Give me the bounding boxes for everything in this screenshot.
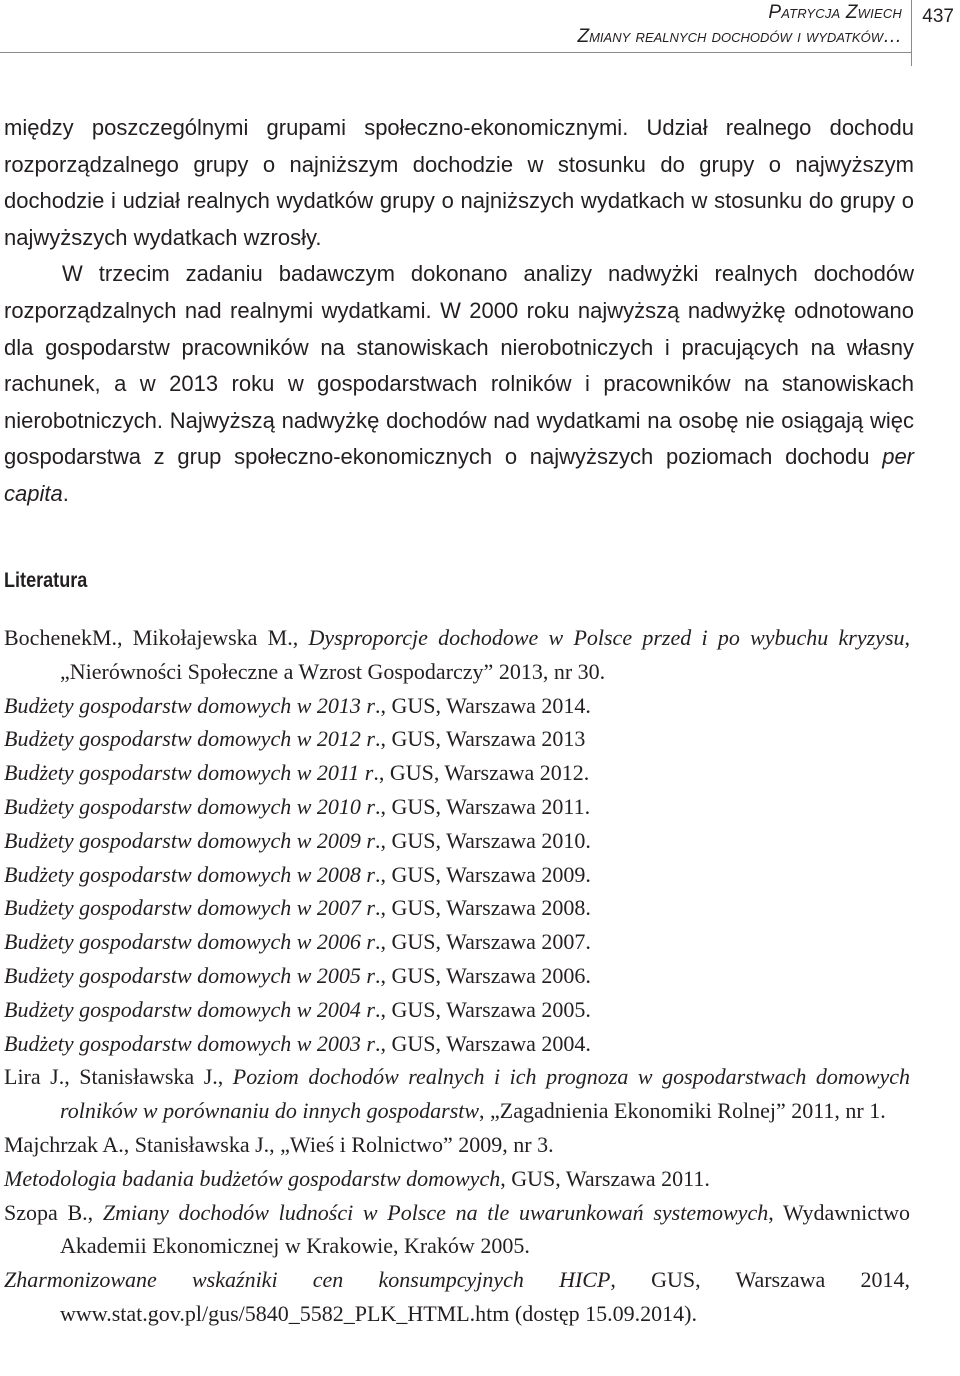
paragraph-1: między poszczególnymi grupami społeczno-ekonomicznymi. Udział realnego dochodu rozporządzalnego grupy o najniższym dochodzie w stosunku do grupy o najwyższym dochodzie i udział realnych wydatków grupy o najniższych wydatkach w stosunku do grupy o najwyższych wydatkach wzrosły.	[4, 115, 914, 250]
ref-details: ., GUS, Warszawa 2014.	[374, 692, 591, 718]
ref-details: , Wydawnictwo Akademii Ekonomicznej w Krakowie, Kraków 2005.	[60, 1199, 910, 1259]
reference-item	[4, 1263, 910, 1331]
literature-heading: Literatura	[4, 569, 88, 592]
ref-title: Zharmonizowane wskaźniki cen konsumpcyjnych HICP	[4, 1267, 611, 1293]
reference-item	[4, 689, 910, 723]
reference-item	[4, 993, 910, 1027]
ref-title: Budżety gospodarstw domowych w 2013 r	[4, 692, 375, 718]
ref-title: Metodologia badania budżetów gospodarstw domowych	[4, 1165, 501, 1191]
ref-details: ., GUS, Warszawa 2013	[374, 726, 586, 752]
ref-title: Budżety gospodarstw domowych w 2004 r	[4, 996, 375, 1022]
ref-details: ., GUS, Warszawa 2006.	[374, 962, 591, 988]
paragraph-2-text: W trzecim zadaniu badawczym dokonano analizy nadwyżki realnych dochodów rozporządzalnych nad realnymi wydatkami. W 2000 roku najwyższą nadwyżkę odnotowano dla gospodarstw pracowników na stanowiskach nierobotniczych i pracujących na własny rachunek, a w 2013 roku w gospodarstwach rolników i pracowników na stanowiskach nierobotniczych. Najwyższą nadwyżkę dochodów nad wydatkami na osobę nie osiągają więc gospodarstwa z grup społeczno-ekonomicznych o najwyższych poziomach dochodu	[4, 261, 914, 470]
ref-title: Dysproporcje dochodowe w Polsce przed i po wybuchu kryzysu	[308, 625, 905, 650]
ref-title: Budżety gospodarstw domowych w 2005 r	[4, 962, 375, 988]
ref-details: ., GUS, Warszawa 2011.	[374, 793, 591, 819]
ref-title: Budżety gospodarstw domowych w 2009 r	[4, 827, 375, 853]
reference-item	[4, 1196, 910, 1264]
paragraph-2-end: .	[62, 480, 69, 506]
reference-item	[4, 1128, 910, 1162]
ref-title: Budżety gospodarstw domowych w 2008 r	[4, 861, 375, 887]
paragraph-2	[4, 256, 914, 512]
reference-item	[4, 959, 910, 993]
ref-title: Budżety gospodarstw domowych w 2011 r	[4, 760, 374, 786]
ref-details: ., GUS, Warszawa 2010.	[374, 827, 591, 853]
reference-item	[4, 891, 910, 925]
reference-list	[4, 621, 910, 1331]
reference-item	[4, 1060, 910, 1128]
ref-title: Budżety gospodarstw domowych w 2003 r	[4, 1030, 375, 1056]
ref-title: Budżety gospodarstw domowych w 2007 r	[4, 895, 375, 921]
ref-details: , GUS, Warszawa 2011.	[500, 1165, 710, 1191]
ref-title: Budżety gospodarstw domowych w 2006 r	[4, 929, 375, 955]
ref-title: Budżety gospodarstw domowych w 2010 r	[4, 793, 375, 819]
ref-details: ., GUS, Warszawa 2012.	[373, 760, 590, 786]
reference-item	[4, 824, 910, 858]
reference-item	[4, 621, 910, 689]
page-number: 437	[922, 6, 954, 27]
running-header	[0, 0, 960, 70]
ref-details: , „Nierówności Społeczne a Wzrost Gospodarczy” 2013, nr 30.	[60, 625, 911, 684]
header-rule-horizontal	[0, 52, 912, 53]
ref-details: ., GUS, Warszawa 2009.	[374, 861, 591, 887]
ref-title: Budżety gospodarstw domowych w 2012 r	[4, 726, 375, 752]
header-author: Patrycja Zwiech	[768, 2, 902, 23]
reference-item	[4, 756, 910, 790]
ref-details: ., GUS, Warszawa 2005.	[374, 996, 591, 1022]
ref-details: , GUS, Warszawa 2014, www.stat.gov.pl/gus/5840_5582_PLK_HTML.htm (dostęp 15.09.2014).	[60, 1267, 910, 1326]
reference-item	[4, 925, 910, 959]
reference-item	[4, 1027, 910, 1061]
ref-authors: BochenekM., Mikołajewska M.,	[4, 625, 309, 650]
ref-title: Zmiany dochodów ludności w Polsce na tle uwarunkowań systemowych	[102, 1199, 769, 1225]
header-title: Zmiany realnych dochodów i wydatków…	[577, 26, 902, 47]
body-text	[4, 110, 914, 513]
ref-details: , „Zagadnienia Ekonomiki Rolnej” 2011, nr 1.	[479, 1098, 886, 1124]
ref-authors: Majchrzak A., Stanisławska J., „Wieś i Rolnictwo” 2009, nr 3.	[4, 1131, 554, 1157]
reference-item	[4, 1162, 910, 1196]
paragraph-2-italic: per capita	[4, 444, 914, 506]
ref-details: ., GUS, Warszawa 2007.	[374, 929, 591, 955]
ref-authors: Szopa B.,	[4, 1199, 103, 1225]
header-rule-vertical	[911, 0, 912, 66]
ref-details: ., GUS, Warszawa 2004.	[374, 1030, 591, 1056]
reference-item	[4, 858, 910, 892]
reference-item	[4, 790, 910, 824]
reference-item	[4, 722, 910, 756]
ref-authors: Lira J., Stanisławska J.,	[4, 1064, 233, 1090]
ref-details: ., GUS, Warszawa 2008.	[374, 895, 591, 921]
ref-title: Poziom dochodów realnych i ich prognoza w gospodarstwach domowych rolników w porównaniu do innych gospodarstw	[60, 1064, 910, 1124]
